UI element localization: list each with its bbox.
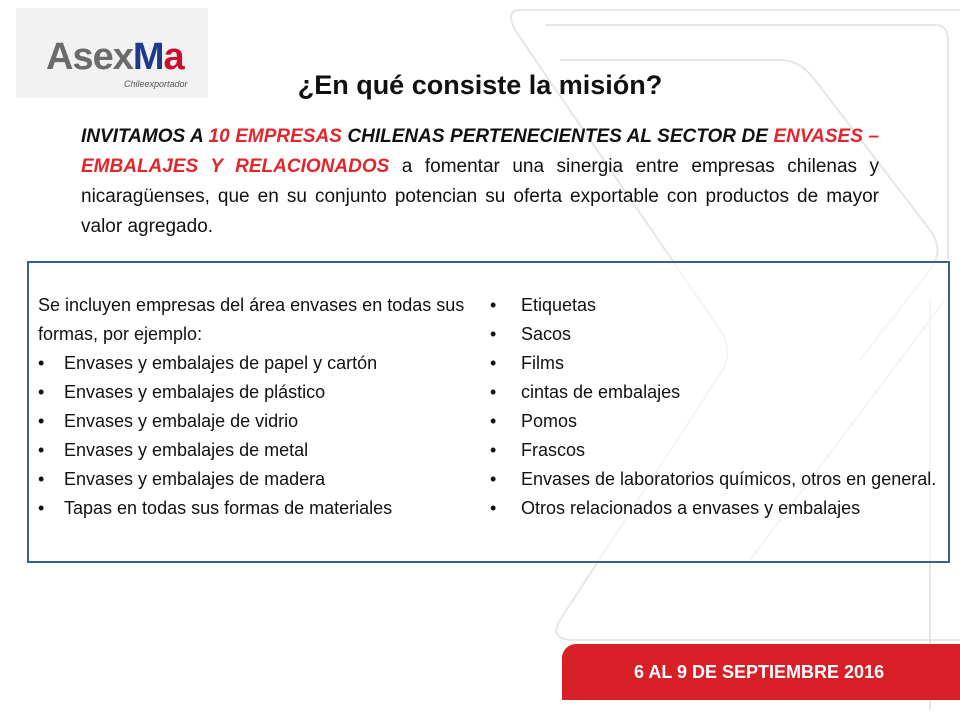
list-item: • Envases y embalajes de papel y cartón bbox=[38, 349, 468, 378]
intro-part-3: CHILENAS PERTENECIENTES AL SECTOR DE bbox=[341, 126, 774, 147]
intro-highlight-count: 10 EMPRESAS bbox=[208, 126, 342, 147]
logo-tagline: Chileexportador bbox=[124, 79, 188, 89]
logo-text-m: M bbox=[132, 36, 164, 78]
right-list bbox=[490, 291, 940, 523]
intro-part-1: INVITAMOS A bbox=[81, 126, 209, 147]
left-column bbox=[38, 291, 468, 523]
left-list bbox=[38, 349, 468, 523]
content-box bbox=[27, 261, 950, 563]
list-item: • Envases y embalaje de vidrio bbox=[38, 407, 468, 436]
intro-highlight-sector: ENVASES – EMBALAJES Y RELACIONADOS bbox=[81, 126, 879, 177]
list-item: • Tapas en todas sus formas de materiales bbox=[38, 494, 468, 523]
intro-paragraph bbox=[81, 122, 879, 242]
list-item: • Envases de laboratorios químicos, otros en general. bbox=[490, 465, 940, 494]
left-intro: Se incluyen empresas del área envases en todas sus formas, por ejemplo: bbox=[38, 295, 465, 344]
list-item: • Frascos bbox=[490, 436, 940, 465]
list-item: • cintas de embalajes bbox=[490, 378, 940, 407]
list-item: • Sacos bbox=[490, 320, 940, 349]
list-item: • Envases y embalajes de metal bbox=[38, 436, 468, 465]
logo-text-asex: Asex bbox=[46, 36, 133, 78]
intro-part-5: a fomentar una sinergia entre empresas chilenas y nicaragüenses, que en su conjunto potencian su oferta exportable con productos de mayor valor agregado. bbox=[81, 156, 880, 237]
list-item: • Films bbox=[490, 349, 940, 378]
list-item: • Otros relacionados a envases y embalajes bbox=[490, 494, 940, 523]
logo-text-a: a bbox=[163, 36, 184, 78]
list-item: • Pomos bbox=[490, 407, 940, 436]
list-item: • Etiquetas bbox=[490, 291, 940, 320]
right-column bbox=[490, 291, 940, 523]
list-item: • Envases y embalajes de plástico bbox=[38, 378, 468, 407]
slide-title: ¿En qué consiste la misión? bbox=[297, 70, 663, 100]
date-banner: 6 AL 9 DE SEPTIEMBRE 2016 bbox=[562, 644, 960, 700]
list-item: • Envases y embalajes de madera bbox=[38, 465, 468, 494]
